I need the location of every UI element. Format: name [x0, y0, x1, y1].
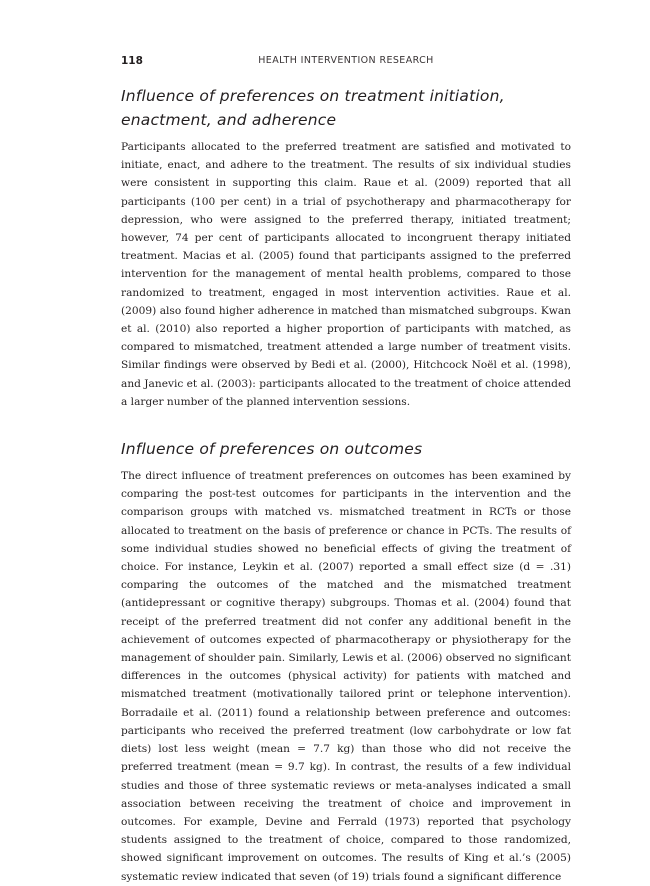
- section-body-outcomes: The direct influence of treatment preferences on outcomes has been examined by comparing the post-test outcomes for participants in the intervention and the comparison groups with matched vs. mismatched treatment in RCTs or those allocated to treatment on the basis of preference or chance in PCTs. The results of some individual studies showed no beneficial effects of giving the treatment of choice. For instance, Leykin et al. (2007) reported a small effect size (d = .31) comparing the outcomes of the matched and the mismatched treatment (antidepressant or cognitive therapy) subgroups. Thomas et al. (2004) found that receipt of the preferred treatment did not confer any additional benefit in the achievement of outcomes expected of pharmacotherapy or physiotherapy for the management of shoulder pain. Similarly, Lewis et al. (2006) observed no significant differences in the outcomes (physical activity) for patients with matched and mismatched treatment (motivationally tailored print or telephone intervention). Borradaile et al. (2011) found a relationship between preference and outcomes: participants who received the preferred treatment (low carbohydrate or low fat diets) lost less weight (mean = 7.7 kg) than those who did not receive the preferred treatment (mean = 9.7 kg). In contrast, the results of a few individual studies and those of three systematic reviews or meta-analyses indicated a small association between receiving the treatment of choice and improvement in outcomes. For example, Devine and Ferrald (1973) reported that psychology students assigned to the treatment of choice, compared to those randomized, showed significant improvement on outcomes. The results of King et al.’s (2005) systematic review indicated that seven (of 19) trials found a significant difference: [121, 470, 571, 883]
- section-heading-outcomes: Influence of preferences on outcomes: [121, 440, 423, 459]
- page-number: 118: [121, 55, 143, 67]
- section-heading-initiation: Influence of preferences on treatment initiation, enactment, and adherence: [121, 87, 505, 129]
- section-body-initiation: Participants allocated to the preferred treatment are satisfied and motivated to initiate, enact, and adhere to the treatment. The results of six individual studies were consistent in supporting this claim. Raue et al. (2009) reported that all participants (100 per cent) in a trial of psychotherapy and pharmacotherapy for depression, who were assigned to the preferred therapy, initiated treatment; however, 74 per cent of participants allocated to incongruent therapy initiated treatment. Macias et al. (2005) found that participants assigned to the preferred intervention for the management of mental health problems, compared to those randomized to treatment, engaged in most intervention activities. Raue et al. (2009) also found higher adherence in matched than mismatched subgroups. Kwan et al. (2010) also reported a higher proportion of participants with matched, as compared to mismatched, treatment attended a large number of treatment visits. Similar findings were observed by Bedi et al. (2000), Hitchcock Noël et al. (1998), and Janevic et al. (2003): participants allocated to the treatment of choice attended a larger number of the planned intervention sessions.: [121, 141, 571, 408]
- running-title: HEALTH INTERVENTION RESEARCH: [258, 55, 434, 66]
- running-head: [121, 55, 571, 71]
- main-content: [121, 84, 571, 886]
